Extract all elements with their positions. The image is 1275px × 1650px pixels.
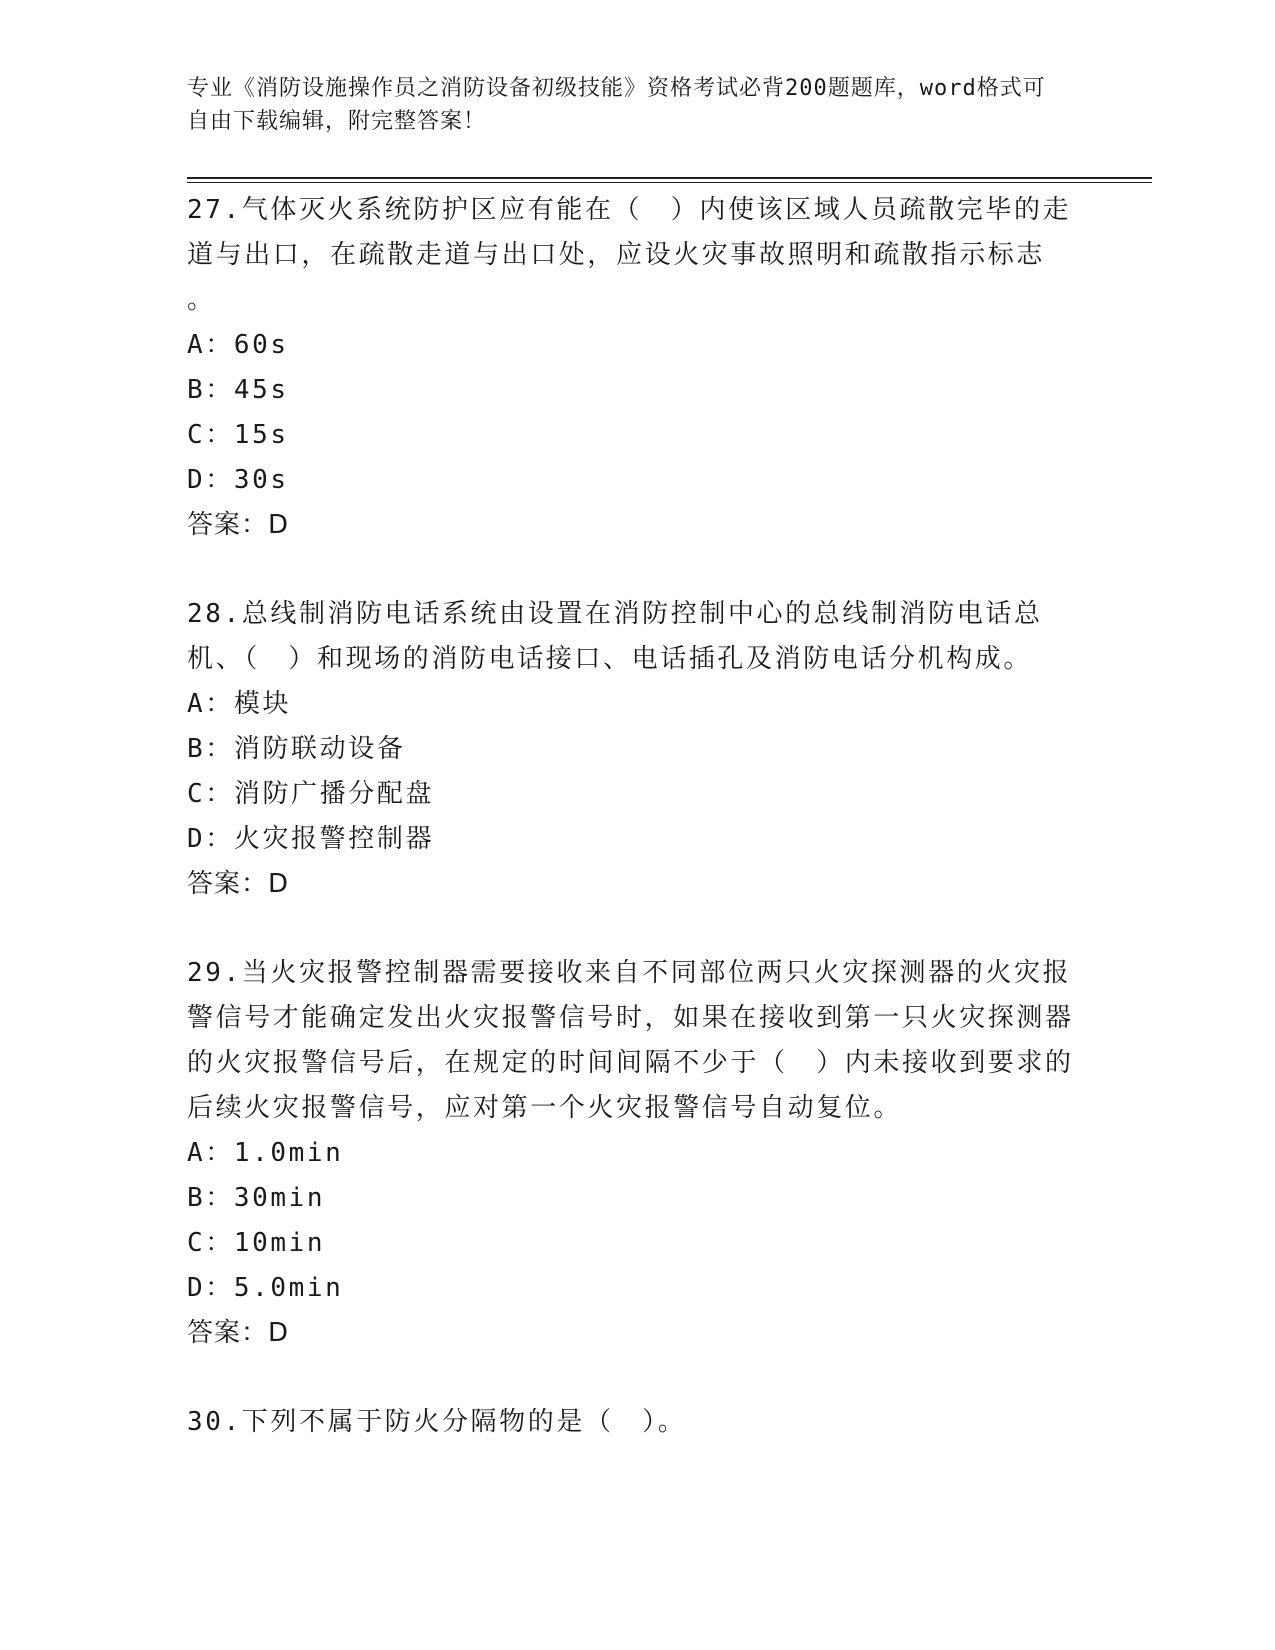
question-text: 29.当火灾报警控制器需要接收来自不同部位两只火灾探测器的火灾报警信号才能确定发出火灾报警信号时，如果在接收到第一只火灾探测器的火灾报警信号后，在规定的时间间隔不少于（ ）内未接收到要求的后续火灾报警信号，应对第一个火灾报警信号自动复位。: [187, 958, 1074, 1123]
answer-line: 答案：D: [187, 510, 290, 540]
header-title: 专业《消防设施操作员之消防设备初级技能》资格考试必背200题题库，word格式可自由下载编辑，附完整答案！: [187, 76, 1046, 134]
option-c: C：10min: [187, 1228, 326, 1258]
option-d: D：5.0min: [187, 1273, 344, 1303]
option-a: A：60s: [187, 330, 289, 360]
question-text: 30.下列不属于防火分隔物的是（ ）。: [187, 1407, 687, 1437]
option-d: D：火灾报警控制器: [187, 824, 435, 854]
option-b: B：45s: [187, 375, 289, 405]
question-28: [187, 592, 1077, 907]
document-header: [187, 72, 1067, 138]
option-a: A：1.0min: [187, 1138, 344, 1168]
option-c: C：消防广播分配盘: [187, 779, 435, 809]
answer-line: 答案：D: [187, 1318, 290, 1348]
header-divider: [187, 177, 1152, 179]
question-text: 28.总线制消防电话系统由设置在消防控制中心的总线制消防电话总机、（ ）和现场的消防电话接口、电话插孔及消防电话分机构成。: [187, 599, 1043, 674]
question-spacer: [187, 1356, 1077, 1400]
answer-line: 答案：D: [187, 869, 290, 899]
option-c: C：15s: [187, 420, 289, 450]
question-text: 27.气体灭火系统防护区应有能在（ ）内使该区域人员疏散完毕的走道与出口，在疏散走道与出口处，应设火灾事故照明和疏散指示标志: [187, 195, 1072, 270]
question-30: [187, 1400, 1077, 1445]
question-27: [187, 188, 1077, 548]
option-b: B：消防联动设备: [187, 734, 406, 764]
question-spacer: [187, 548, 1077, 592]
question-spacer: [187, 907, 1077, 951]
header-divider-thin: [187, 182, 1152, 183]
question-list: [187, 188, 1077, 1445]
question-text-tail: 。: [187, 285, 216, 315]
option-b: B：30min: [187, 1183, 326, 1213]
option-a: A：模块: [187, 689, 292, 719]
option-d: D：30s: [187, 465, 289, 495]
question-29: [187, 951, 1077, 1356]
